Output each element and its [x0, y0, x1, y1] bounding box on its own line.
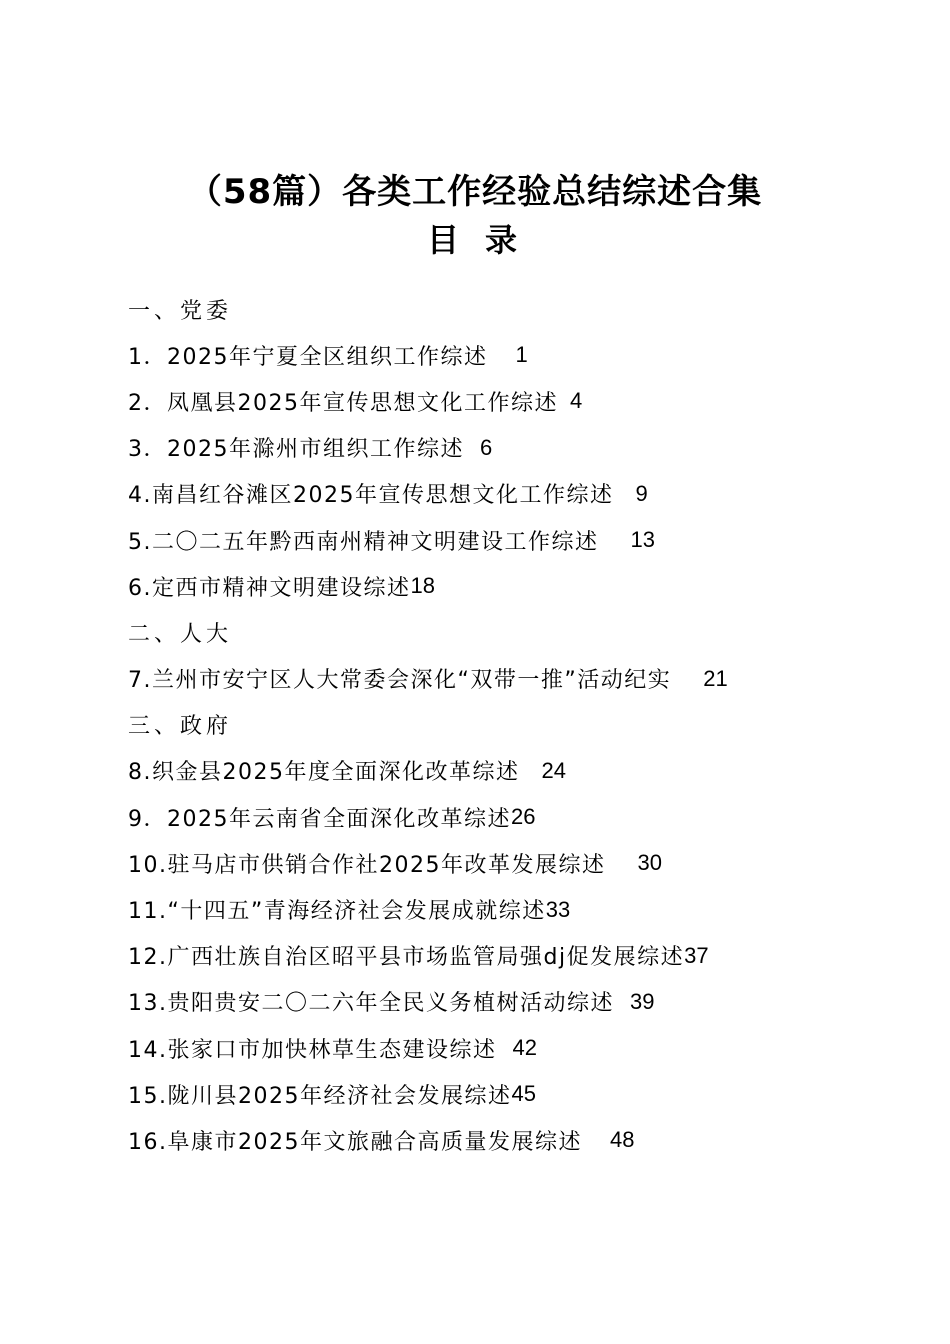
toc-section	[128, 609, 848, 655]
toc-entry-title: 3．2025年滁州市组织工作综述	[128, 437, 464, 463]
toc-entry-page: 9	[635, 480, 648, 506]
toc-entry	[128, 563, 848, 609]
toc-entry	[128, 1025, 848, 1071]
toc-entry-page: 21	[703, 665, 728, 691]
toc-entry	[128, 471, 848, 517]
toc-section	[128, 286, 848, 332]
toc-entry-title: 8.织金县2025年度全面深化改革综述	[128, 760, 520, 786]
toc-entry-page: 48	[609, 1127, 635, 1153]
toc-entry-page: 33	[545, 896, 571, 922]
toc-entry-page: 24	[541, 757, 566, 783]
toc-entry-title: 12.广西壮族自治区昭平县市场监管局强dj促发展综述	[128, 945, 685, 971]
toc-entry-title: 1．2025年宁夏全区组织工作综述	[128, 344, 488, 370]
toc-entry	[128, 1071, 848, 1117]
toc-heading: 目录	[426, 221, 543, 259]
toc-entry-title: 13.贵阳贵安二〇二六年全民义务植树活动综述	[128, 991, 614, 1017]
toc-entry	[128, 794, 848, 840]
toc-entry	[128, 748, 848, 794]
toc-entry-title: 6.定西市精神文明建设综述	[128, 575, 411, 601]
toc-entry	[128, 840, 848, 886]
document-title: （58篇）各类工作经验总结综述合集	[187, 172, 763, 212]
toc-section-label: 一、党委	[128, 298, 233, 324]
toc-entry-title: 15.陇川县2025年经济社会发展综述	[128, 1083, 512, 1109]
toc-entry	[128, 656, 848, 702]
toc-entry-page: 30	[637, 850, 662, 876]
toc-entry-title: 14.张家口市加快林草生态建设综述	[128, 1037, 497, 1063]
toc-entry	[128, 425, 848, 471]
toc-section	[128, 702, 848, 748]
toc-entry	[128, 886, 848, 932]
toc-entry	[128, 1117, 848, 1163]
toc-entry-title: 5.二〇二五年黔西南州精神文明建设工作综述	[128, 529, 599, 555]
toc-entry	[128, 979, 848, 1025]
toc-entry	[128, 933, 848, 979]
toc-entry-title: 16.阜康市2025年文旅融合高质量发展综述	[128, 1129, 582, 1155]
toc-entry-title: 4.南昌红谷滩区2025年宣传思想文化工作综述	[128, 483, 614, 509]
toc-entry-page: 42	[512, 1035, 537, 1061]
toc-entry	[128, 378, 848, 424]
toc-entry-title: 9．2025年云南省全面深化改革综述	[128, 806, 511, 832]
table-of-contents	[128, 286, 848, 1164]
toc-entry-page: 1	[515, 342, 528, 368]
toc-entry-page: 45	[511, 1081, 536, 1107]
toc-entry-title: 10.驻马店市供销合作社2025年改革发展综述	[128, 852, 606, 878]
toc-section-label: 二、人大	[128, 621, 233, 647]
toc-entry-page: 37	[684, 942, 709, 968]
toc-section-label: 三、政府	[128, 714, 233, 740]
toc-entry-page: 26	[511, 804, 536, 830]
toc-entry	[128, 332, 848, 378]
toc-entry-title: 11.“十四五”青海经济社会发展成就综述	[128, 899, 546, 925]
toc-entry-page: 6	[480, 434, 493, 460]
toc-entry-page: 13	[630, 527, 655, 553]
toc-entry	[128, 517, 848, 563]
toc-entry-title: 7.兰州市安宁区人大常委会深化“双带一推”活动纪实	[128, 668, 672, 694]
toc-entry-page: 18	[410, 573, 435, 599]
toc-entry-page: 39	[630, 988, 655, 1014]
toc-entry-page: 4	[570, 388, 583, 414]
toc-entry-title: 2．凤凰县2025年宣传思想文化工作综述	[128, 390, 558, 416]
